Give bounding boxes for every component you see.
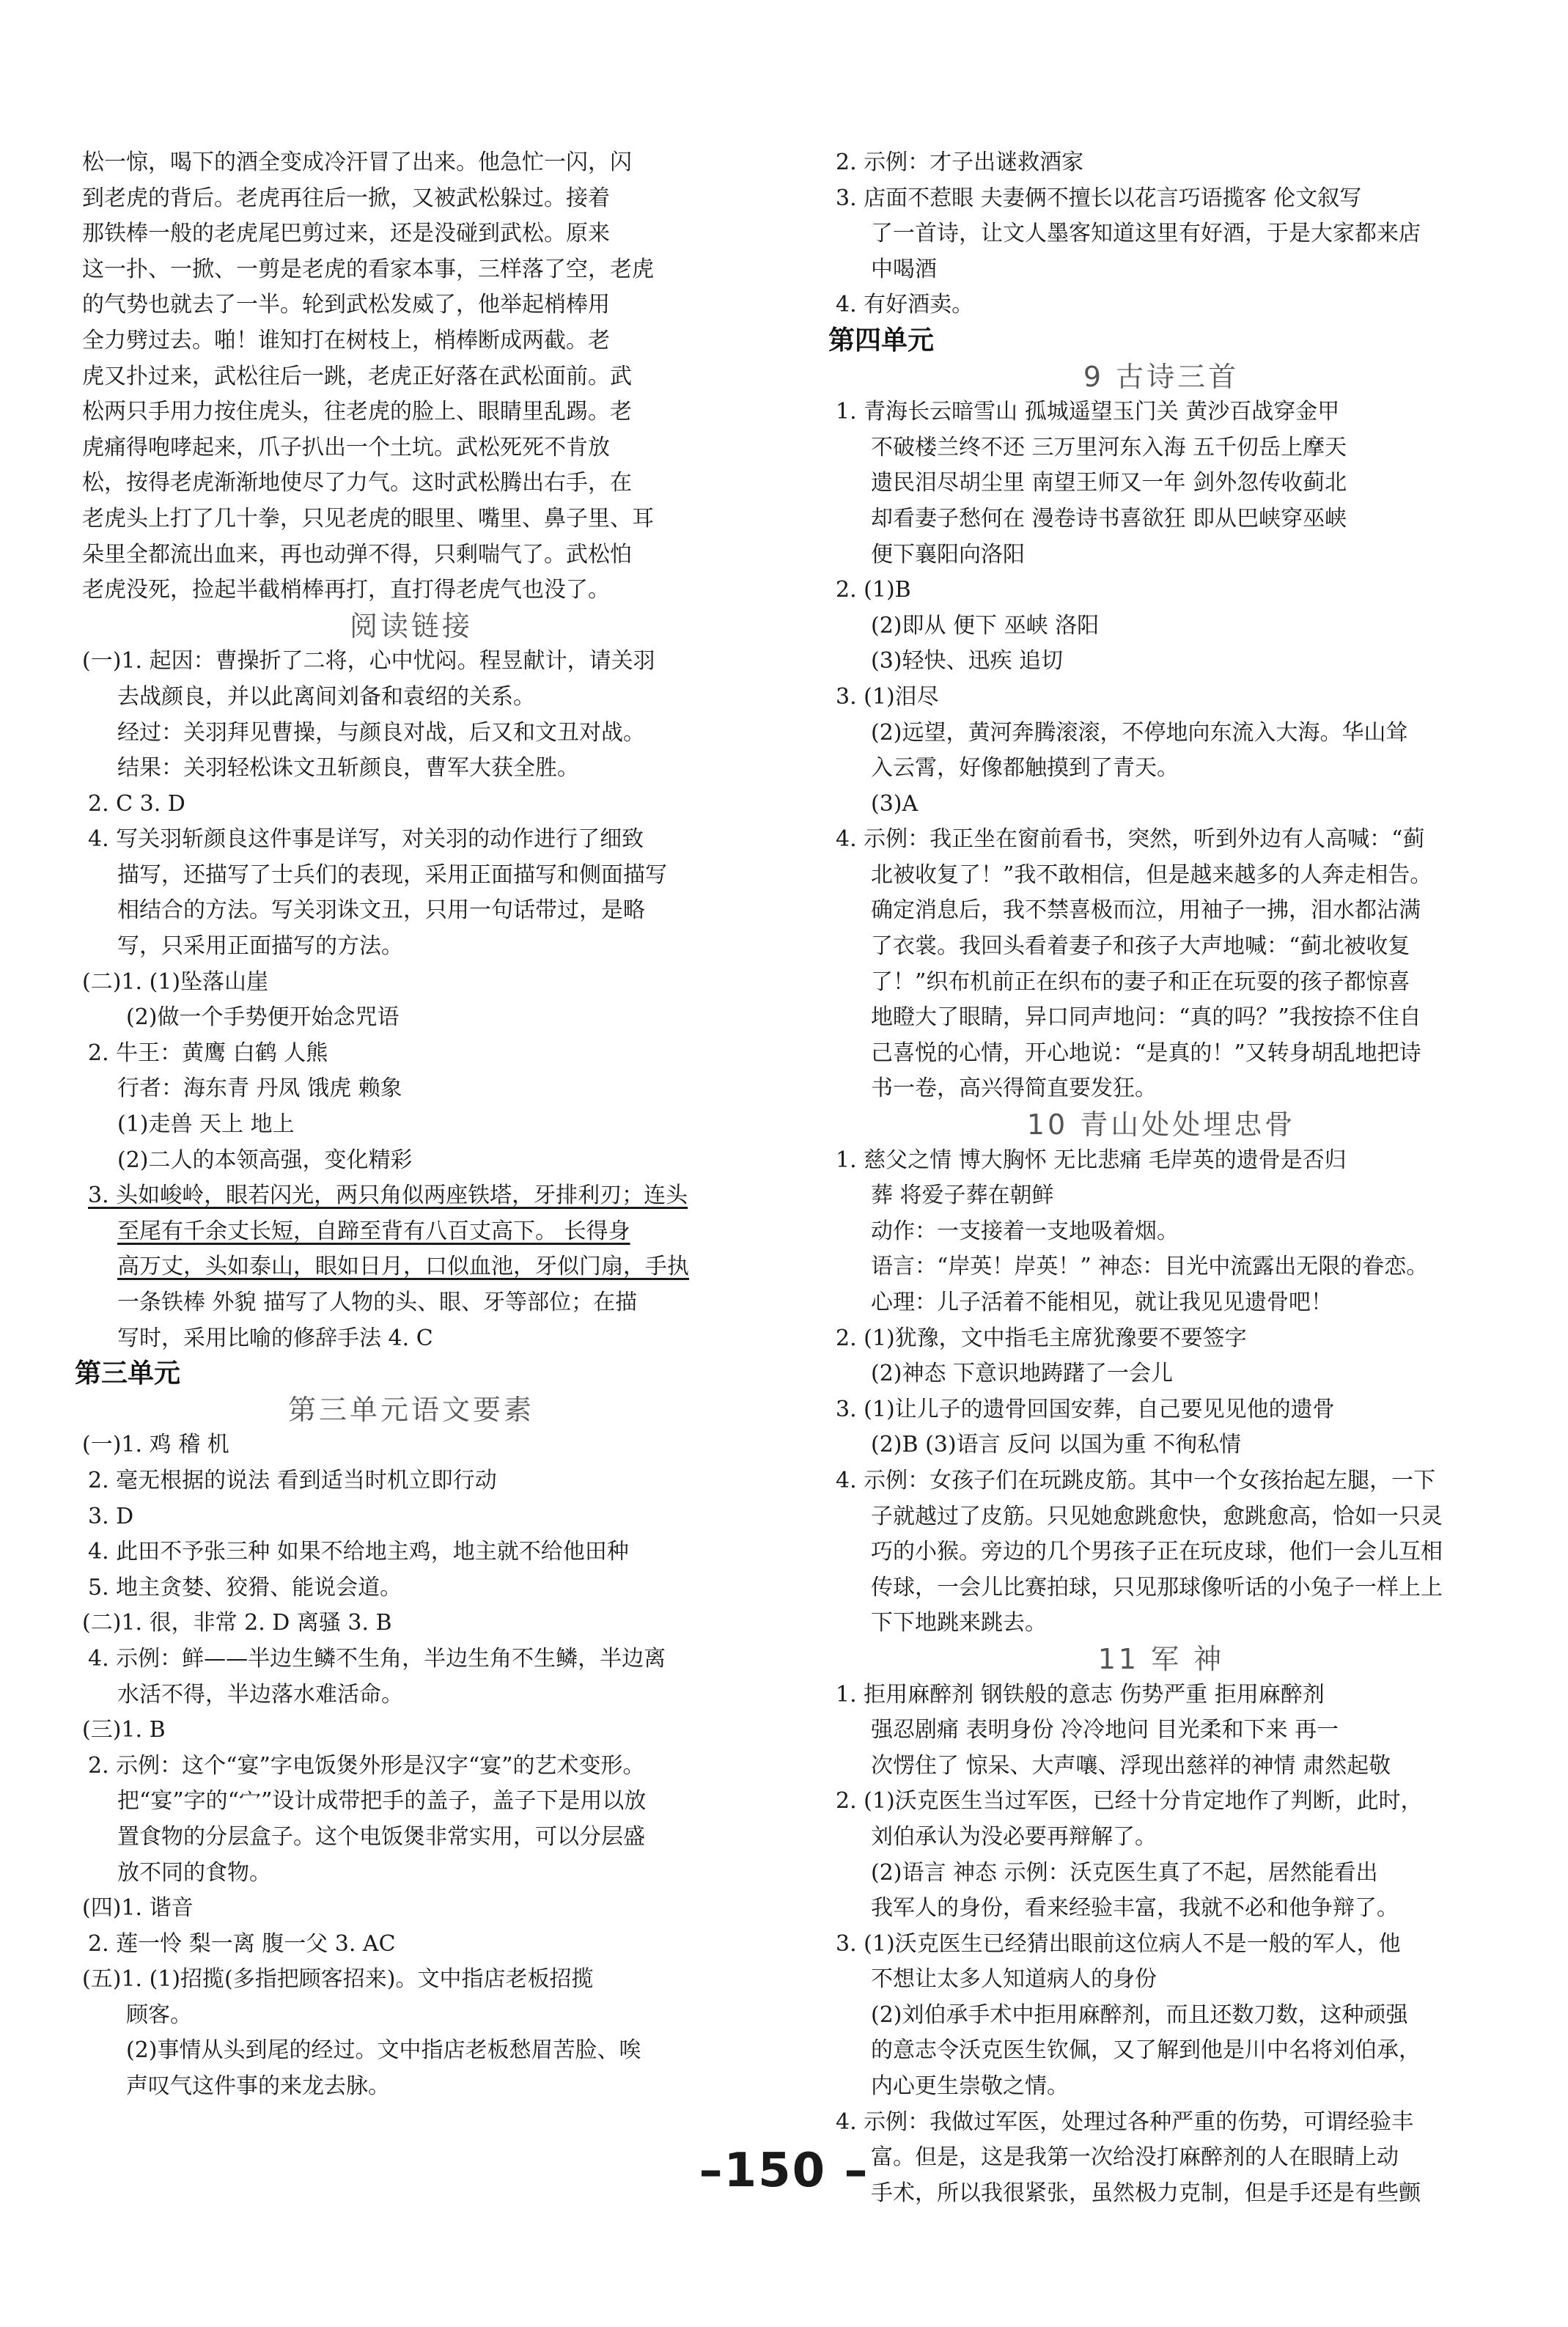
answer-line: 了！”织布机前正在织布的妻子和正在玩耍的孩子都惊喜 bbox=[871, 968, 1410, 995]
answer-line: 至尾有千余丈长短，自蹄至背有八百丈高下。 长得身 bbox=[117, 1218, 630, 1244]
answer-line: 2. 示例：这个“宴”字电饭煲外形是汉字“宴”的艺术变形。 bbox=[88, 1752, 645, 1779]
answer-line: 遗民泪尽胡尘里 南望王师又一年 剑外忽传收蓟北 bbox=[871, 470, 1347, 496]
answer-line: (2)B (3)语言 反问 以国为重 不徇私情 bbox=[871, 1432, 1242, 1458]
answer-line: 相结合的方法。写关羽诛文丑，只用一句话带过，是略 bbox=[117, 897, 645, 924]
answer-line: (2)事情从头到尾的经过。文中指店老板愁眉苦脸、唉 bbox=[126, 2037, 641, 2064]
answer-line: 2. 毫无根据的说法 看到适当时机立即行动 bbox=[88, 1467, 497, 1493]
answer-line: (一)1. 起因：曹操折了二将，心中忧闷。程昱献计，请关羽 bbox=[82, 648, 655, 674]
answer-line: 动作：一支接着一支地吸着烟。 bbox=[871, 1218, 1179, 1244]
answer-line: 的气势也就去了一半。轮到武松发威了，他举起梢棒用 bbox=[82, 292, 610, 318]
answer-line: 子就越过了皮筋。只见她愈跳愈快，愈跳愈高，恰如一只灵 bbox=[871, 1503, 1443, 1529]
page-number: –150 – bbox=[699, 2144, 869, 2198]
answer-line: 便下襄阳向洛阳 bbox=[871, 541, 1025, 567]
answer-line: 1. 拒用麻醉剂 钢铁般的意志 伤势严重 拒用麻醉剂 bbox=[836, 1681, 1325, 1707]
answer-line: 强忍剧痛 表明身份 冷冷地问 目光柔和下来 再一 bbox=[871, 1717, 1339, 1743]
answer-line: (五)1. (1)招揽(多指把顾客招来)。文中指店老板招揽 bbox=[82, 1966, 594, 1993]
answer-line: 虎又扑过来，武松往后一跳，老虎正好落在武松面前。武 bbox=[82, 363, 632, 389]
answer-line: (1)走兽 天上 地上 bbox=[117, 1111, 295, 1138]
answer-line: (3)轻快、迅疾 追切 bbox=[871, 648, 1064, 674]
answer-line: 语言：“岸英！岸英！” 神态：目光中流露出无限的眷恋。 bbox=[871, 1254, 1429, 1280]
right-column bbox=[828, 145, 1487, 2211]
answer-line: 3. 头如峻岭，眼若闪光，两只角似两座铁塔，牙排利刃；连头 bbox=[88, 1183, 688, 1209]
unit-title: 第四单元 bbox=[828, 325, 935, 356]
answer-line: 手术，所以我很紧张，虽然极力克制，但是手还是有些颤 bbox=[871, 2180, 1421, 2206]
answer-line: 2. (1)犹豫，文中指毛主席犹豫要不要签字 bbox=[836, 1325, 1247, 1351]
answer-line: 写时，采用比喻的修辞手法 4. C bbox=[117, 1325, 433, 1351]
answer-line: 那铁棒一般的老虎尾巴剪过来，还是没碰到武松。原来 bbox=[82, 221, 610, 247]
answer-line: 把“宴”字的“宀”设计成带把手的盖子，盖子下是用以放 bbox=[117, 1788, 647, 1815]
answer-line: 不破楼兰终不还 三万里河东入海 五千仞岳上摩天 bbox=[871, 434, 1347, 460]
answer-line: 2. 莲一怜 梨一离 腹一父 3. AC bbox=[88, 1930, 396, 1957]
answer-line: 老虎没死，捡起半截梢棒再打，直打得老虎气也没了。 bbox=[82, 577, 610, 603]
answer-line: (一)1. 鸡 稽 机 bbox=[82, 1432, 229, 1458]
answer-line: 次愣住了 惊呆、大声嚷、浮现出慈祥的神情 肃然起敬 bbox=[871, 1752, 1391, 1779]
answer-line: (二)1. 很，非常 2. D 离骚 3. B bbox=[82, 1610, 392, 1636]
answer-line: 写，只采用正面描写的方法。 bbox=[117, 933, 403, 960]
answer-line: 北被收复了！”我不敢相信，但是越来越多的人奔走相告。 bbox=[871, 861, 1432, 888]
answer-line: (2)远望，黄河奔腾滚滚，不停地向东流入大海。华山耸 bbox=[871, 719, 1408, 746]
answer-line: 置食物的分层盒子。这个电饭煲非常实用，可以分层盛 bbox=[117, 1823, 645, 1850]
answer-line: 松一惊，喝下的酒全变成冷汗冒了出来。他急忙一闪，闪 bbox=[82, 150, 632, 175]
answer-line: (2)做一个手势便开始念咒语 bbox=[126, 1004, 400, 1031]
answer-line: 这一扑、一掀、一剪是老虎的看家本事，三样落了空，老虎 bbox=[82, 256, 654, 282]
answer-line: 放不同的食物。 bbox=[117, 1859, 271, 1886]
answer-line: 去战颜良，并以此离间刘备和袁绍的关系。 bbox=[117, 683, 535, 710]
section-heading: 10 青山处处埋忠骨 bbox=[1026, 1109, 1296, 1142]
answer-line: 中喝酒 bbox=[871, 256, 937, 282]
answer-line: 却看妻子愁何在 漫卷诗书喜欲狂 即从巴峡穿巫峡 bbox=[871, 505, 1347, 532]
answer-line: 了衣裳。我回头看着妻子和孩子大声地喊：“蓟北被收复 bbox=[871, 933, 1410, 960]
answer-line: (2)神态 下意识地踌躇了一会儿 bbox=[871, 1361, 1174, 1387]
answer-line: 2. 牛王：黄鹰 白鹤 人熊 bbox=[88, 1040, 328, 1066]
answer-line: 4. 写关羽斩颜良这件事是详写，对关羽的动作进行了细致 bbox=[88, 826, 644, 853]
answer-line: 4. 此田不予张三种 如果不给地主鸡，地主就不给他田种 bbox=[88, 1539, 629, 1565]
answer-line: 声叹气这件事的来龙去脉。 bbox=[126, 2073, 390, 2100]
answer-line: 3. (1)泪尽 bbox=[836, 683, 939, 710]
answer-line: (三)1. B bbox=[82, 1717, 166, 1743]
section-heading: 11 军 神 bbox=[1097, 1642, 1225, 1675]
answer-line: 4. 示例：我正坐在窗前看书，突然，听到外边有人高喊：“蓟 bbox=[836, 826, 1425, 853]
answer-line: 地瞪大了眼睛，异口同声地问：“真的吗？”我按捺不住自 bbox=[871, 1004, 1421, 1031]
answer-line: 心理：儿子活着不能相见，就让我见见遗骨吧！ bbox=[871, 1290, 1333, 1315]
answer-line: 经过：关羽拜见曹操，与颜良对战，后又和文丑对战。 bbox=[117, 719, 645, 746]
answer-line: 4. 示例：鲜——半边生鳞不生角，半边生角不生鳞，半边离 bbox=[88, 1645, 666, 1672]
answer-line: 全力劈过去。啪！谁知打在树枝上，梢棒断成两截。老 bbox=[82, 327, 610, 353]
answer-line: 顾客。 bbox=[126, 2001, 192, 2028]
answer-line: 行者：海东青 丹凤 饿虎 赖象 bbox=[117, 1076, 402, 1102]
answer-line: 4. 有好酒卖。 bbox=[836, 292, 974, 318]
answer-line: 不想让太多人知道病人的身份 bbox=[871, 1966, 1157, 1993]
answer-line: 4. 示例：女孩子们在玩跳皮筋。其中一个女孩抬起左腿，一下 bbox=[836, 1467, 1436, 1493]
answer-line: 水活不得，半边落水难活命。 bbox=[117, 1681, 403, 1707]
answer-line: 虎痛得咆哮起来，爪子扒出一个土坑。武松死死不肯放 bbox=[82, 434, 610, 460]
answer-line: 一条铁棒 外貌 描写了人物的头、眼、牙等部位；在描 bbox=[117, 1290, 638, 1315]
left-column bbox=[75, 145, 740, 2105]
answer-line: 确定消息后，我不禁喜极而泣，用袖子一拂，泪水都沾满 bbox=[871, 897, 1421, 924]
answer-line: 5. 地主贪婪、狡猾、能说会道。 bbox=[88, 1574, 402, 1600]
answer-line: (四)1. 谐音 bbox=[82, 1895, 194, 1922]
answer-line: 3. 店面不惹眼 夫妻俩不擅长以花言巧语揽客 伦文叙写 bbox=[836, 185, 1362, 211]
answer-line: 书一卷，高兴得简直要发狂。 bbox=[871, 1076, 1157, 1102]
answer-line: 富。但是，这是我第一次给没打麻醉剂的人在眼睛上动 bbox=[871, 2144, 1399, 2171]
answer-line: 老虎头上打了几十拳，只见老虎的眼里、嘴里、鼻子里、耳 bbox=[82, 505, 654, 532]
answer-line: 3. (1)让儿子的遗骨回国安葬，自己要见见他的遗骨 bbox=[836, 1396, 1335, 1422]
answer-line: 了一首诗，让文人墨客知道这里有好酒，于是大家都来店 bbox=[871, 221, 1421, 247]
answer-line: 1. 青海长云暗雪山 孤城遥望玉门关 黄沙百战穿金甲 bbox=[836, 399, 1340, 425]
section-heading: 阅读链接 bbox=[349, 609, 473, 642]
answer-line: 高万丈，头如泰山，眼如日月，口似血池，牙似门扇，手执 bbox=[117, 1254, 689, 1280]
answer-line: (2)即从 便下 巫峡 洛阳 bbox=[871, 612, 1100, 639]
answer-line: (二)1. (1)坠落山崖 bbox=[82, 968, 269, 995]
answer-line: 的意志令沃克医生钦佩，又了解到他是川中名将刘伯承， bbox=[871, 2037, 1421, 2064]
answer-line: 描写，还描写了士兵们的表现，采用正面描写和侧面描写 bbox=[117, 861, 667, 888]
answer-line: 2. (1)沃克医生当过军医，已经十分肯定地作了判断，此时， bbox=[836, 1788, 1423, 1815]
answer-line: (2)刘伯承手术中拒用麻醉剂，而且还数刀数，这种顽强 bbox=[871, 2001, 1408, 2028]
answer-line: 2. 示例：才子出谜救酒家 bbox=[836, 150, 1084, 175]
answer-line: 到老虎的背后。老虎再往后一掀，又被武松躲过。接着 bbox=[82, 185, 610, 211]
answer-line: 入云霄，好像都触摸到了青天。 bbox=[871, 755, 1179, 782]
answer-line: 我军人的身份，看来经验丰富，我就不必和他争辩了。 bbox=[871, 1895, 1399, 1922]
answer-line: 下下地跳来跳去。 bbox=[871, 1610, 1047, 1636]
answer-line: 松两只手用力按住虎头，往老虎的脸上、眼睛里乱踢。老 bbox=[82, 399, 632, 425]
answer-line: 1. 慈父之情 博大胸怀 无比悲痛 毛岸英的遗骨是否归 bbox=[836, 1147, 1347, 1173]
answer-line: 己喜悦的心情，开心地说：“是真的！”又转身胡乱地把诗 bbox=[871, 1040, 1421, 1066]
section-heading: 9 古诗三首 bbox=[1083, 360, 1240, 393]
answer-line: 2. (1)B bbox=[836, 577, 911, 603]
answer-line: 4. 示例：我做过军医，处理过各种严重的伤势，可谓经验丰 bbox=[836, 2109, 1414, 2135]
answer-line: 2. C 3. D bbox=[88, 790, 185, 817]
answer-line: 内心更生崇敬之情。 bbox=[871, 2073, 1069, 2100]
answer-line: (3)A bbox=[871, 790, 919, 817]
answer-line: 松，按得老虎渐渐地使尽了力气。这时武松腾出右手，在 bbox=[82, 470, 632, 496]
answer-line: 朵里全都流出血来，再也动弹不得，只剩喘气了。武松怕 bbox=[82, 541, 632, 567]
answer-line: (2)二人的本领高强，变化精彩 bbox=[117, 1147, 413, 1173]
answer-line: (2)语言 神态 示例：沃克医生真了不起，居然能看出 bbox=[871, 1859, 1378, 1886]
answer-line: 葬 将爱子葬在朝鲜 bbox=[871, 1183, 1054, 1209]
answer-line: 刘伯承认为没必要再辩解了。 bbox=[871, 1823, 1157, 1850]
answer-line: 巧的小猴。旁边的几个男孩子正在玩皮球，他们一会儿互相 bbox=[871, 1539, 1443, 1565]
answer-line: 传球，一会儿比赛拍球，只见那球像听话的小兔子一样上上 bbox=[871, 1574, 1443, 1600]
section-heading: 第三单元语文要素 bbox=[287, 1393, 534, 1426]
answer-line: 3. (1)沃克医生已经猜出眼前这位病人不是一般的军人，他 bbox=[836, 1930, 1401, 1957]
unit-title: 第三单元 bbox=[75, 1359, 181, 1389]
answer-line: 结果：关羽轻松诛文丑斩颜良，曹军大获全胜。 bbox=[117, 755, 579, 782]
answer-line: 3. D bbox=[88, 1503, 134, 1529]
